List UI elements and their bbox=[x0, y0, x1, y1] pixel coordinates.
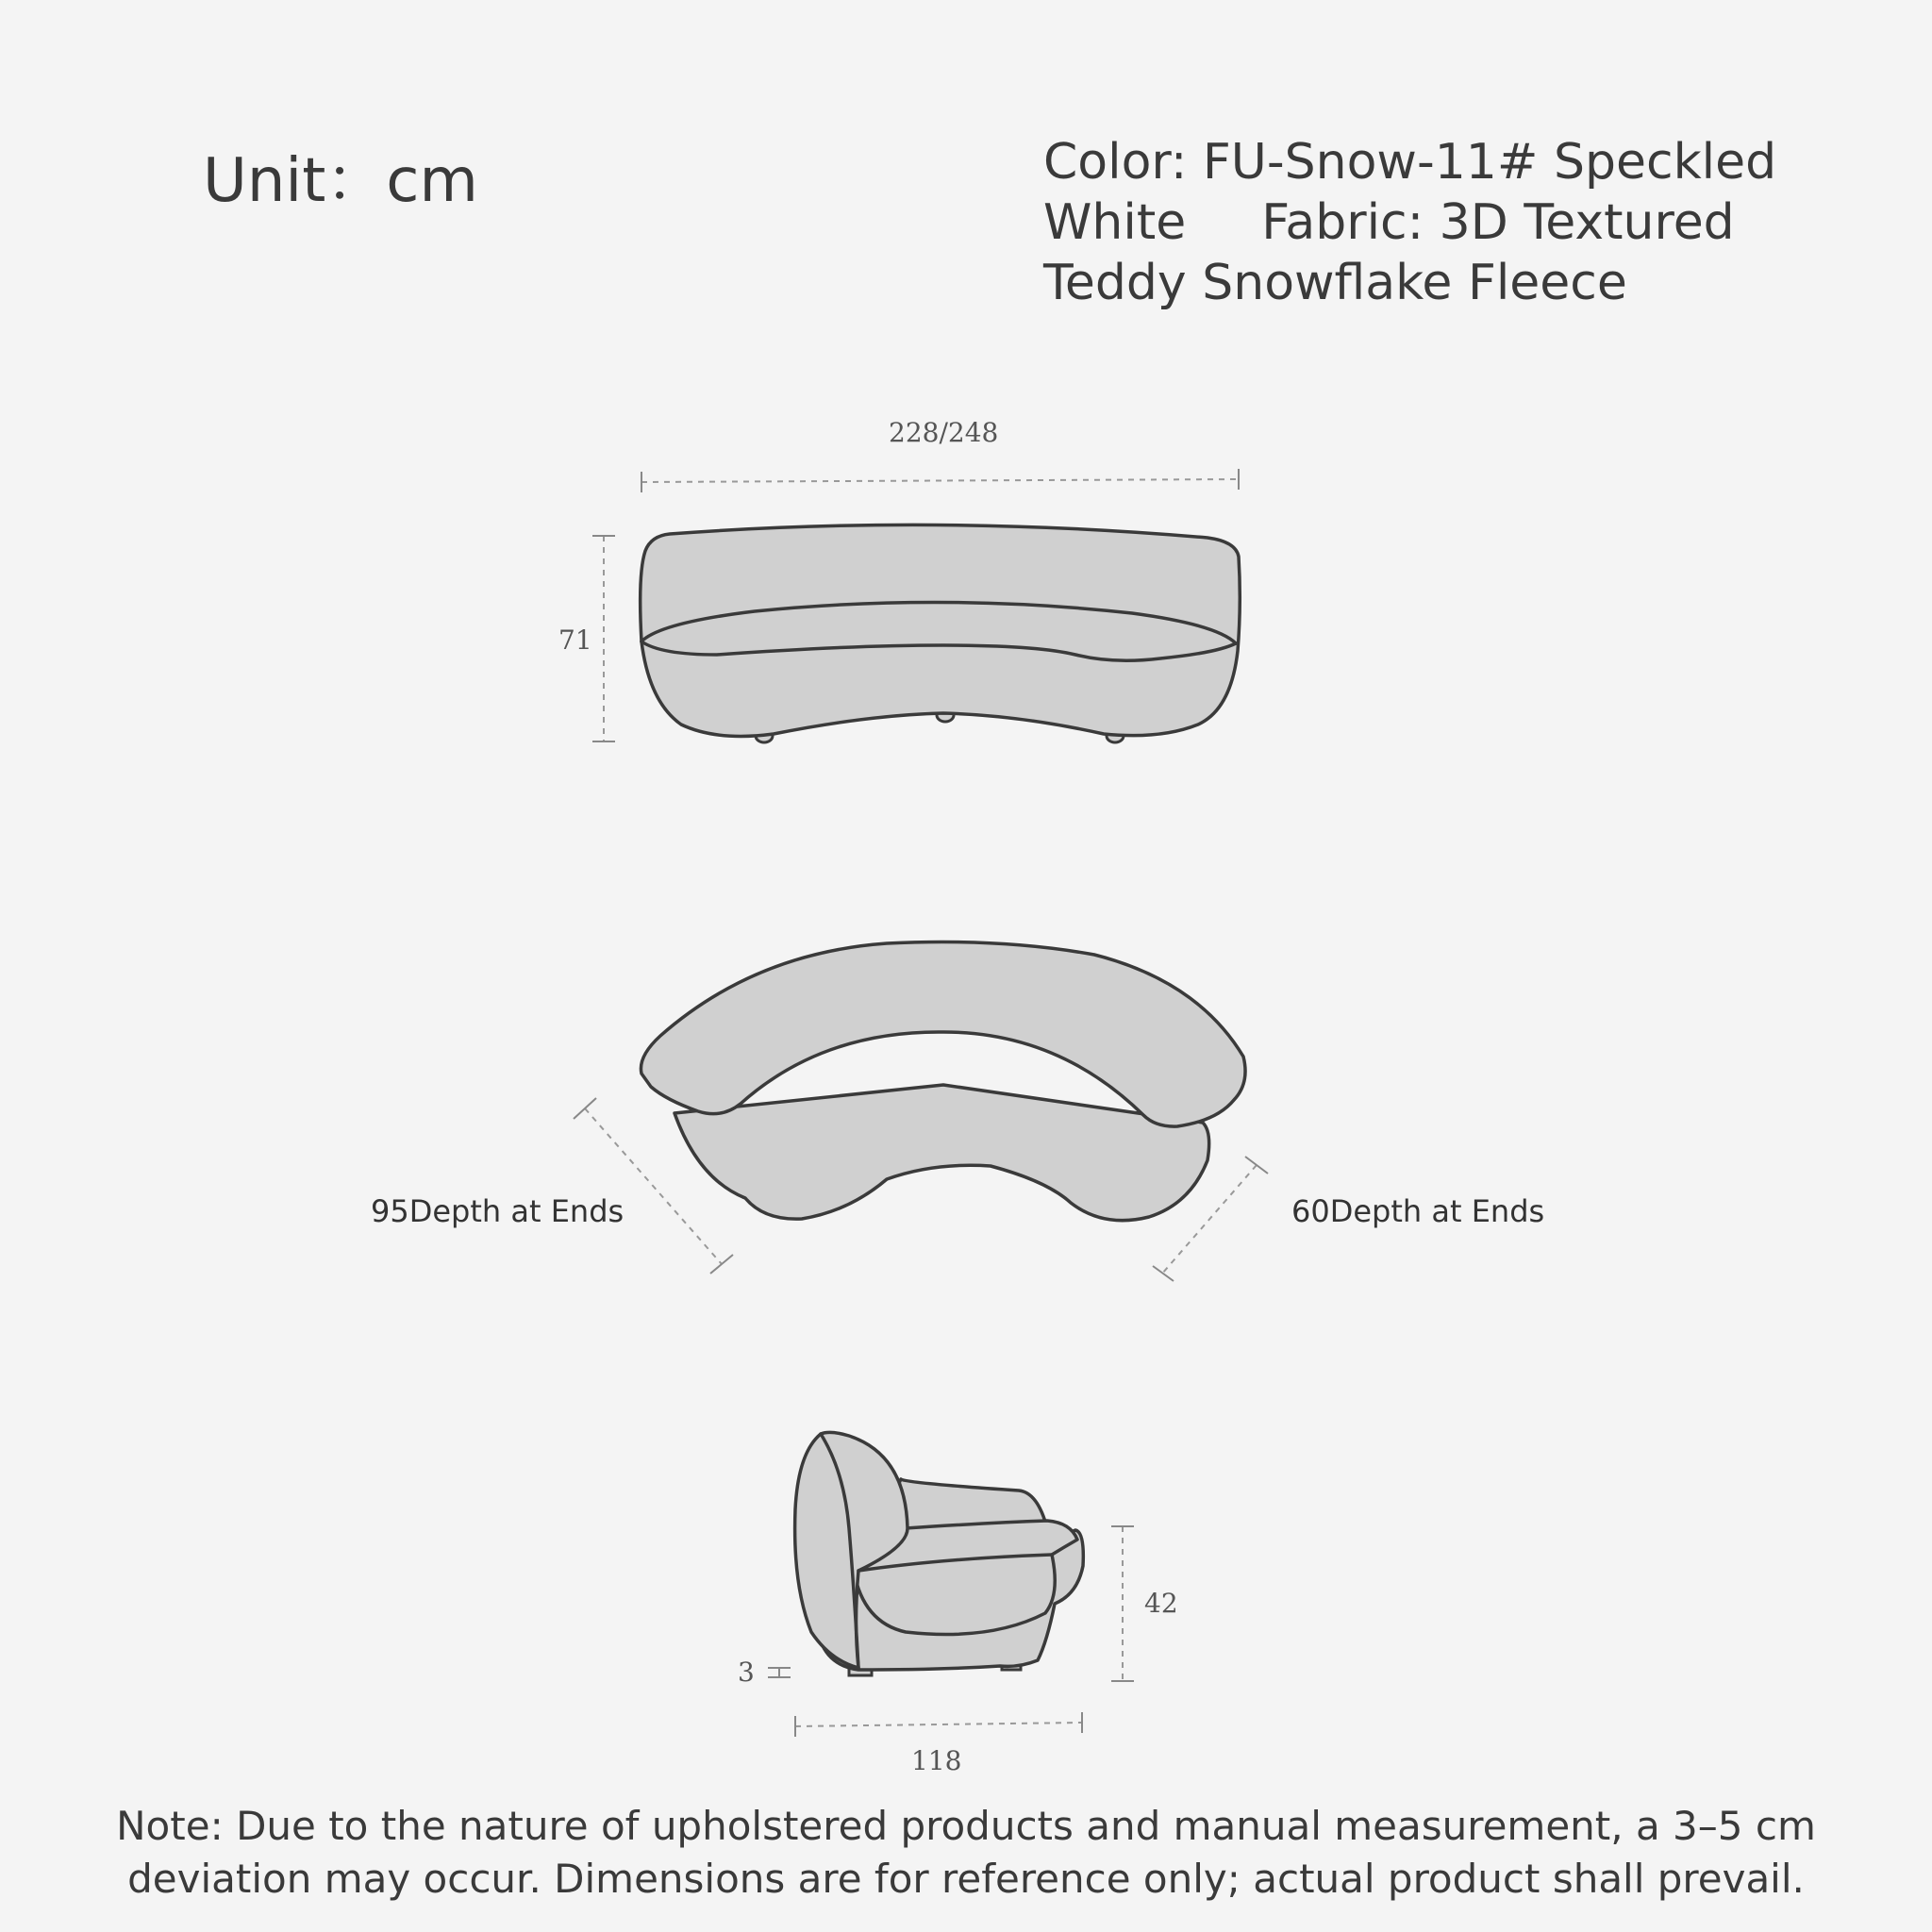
front-width-label: 228/248 bbox=[889, 417, 999, 448]
top-seat-body bbox=[675, 1085, 1209, 1221]
color-line-2-white: White bbox=[1043, 194, 1187, 251]
fabric-label: Fabric: 3D Textured bbox=[1261, 194, 1735, 251]
front-height-label: 71 bbox=[558, 625, 592, 656]
side-depth-dimension-line bbox=[795, 1723, 1082, 1726]
color-line-3: Teddy Snowflake Fleece bbox=[1043, 255, 1627, 311]
front-view bbox=[592, 469, 1240, 742]
disclaimer-note bbox=[0, 1800, 1932, 1906]
top-right-depth-tick-1 bbox=[1245, 1157, 1268, 1174]
unit-label: Unit：cm bbox=[203, 146, 478, 216]
side-seat-height-label: 42 bbox=[1144, 1588, 1178, 1619]
top-right-depth-label: 60Depth at Ends bbox=[1291, 1193, 1545, 1229]
top-view bbox=[574, 942, 1268, 1282]
note-line-2: deviation may occur. Dimensions are for reference only; actual product shall prevail. bbox=[127, 1856, 1805, 1902]
top-left-depth-tick-1 bbox=[574, 1098, 596, 1119]
top-left-depth-label: 95Depth at Ends bbox=[371, 1193, 625, 1229]
side-leg-height-label: 3 bbox=[738, 1657, 755, 1688]
top-right-depth-tick-2 bbox=[1153, 1266, 1174, 1281]
top-left-depth-tick-2 bbox=[710, 1255, 733, 1274]
front-sofa-body bbox=[641, 525, 1241, 736]
color-line-1: Color: FU-Snow-11# Speckled bbox=[1043, 134, 1777, 191]
side-depth-label: 118 bbox=[911, 1745, 962, 1776]
side-view bbox=[768, 1432, 1134, 1737]
note-line-1: Note: Due to the nature of upholstered products and manual measurement, a 3–5 cm bbox=[116, 1803, 1816, 1849]
front-width-dimension-line bbox=[641, 479, 1239, 482]
